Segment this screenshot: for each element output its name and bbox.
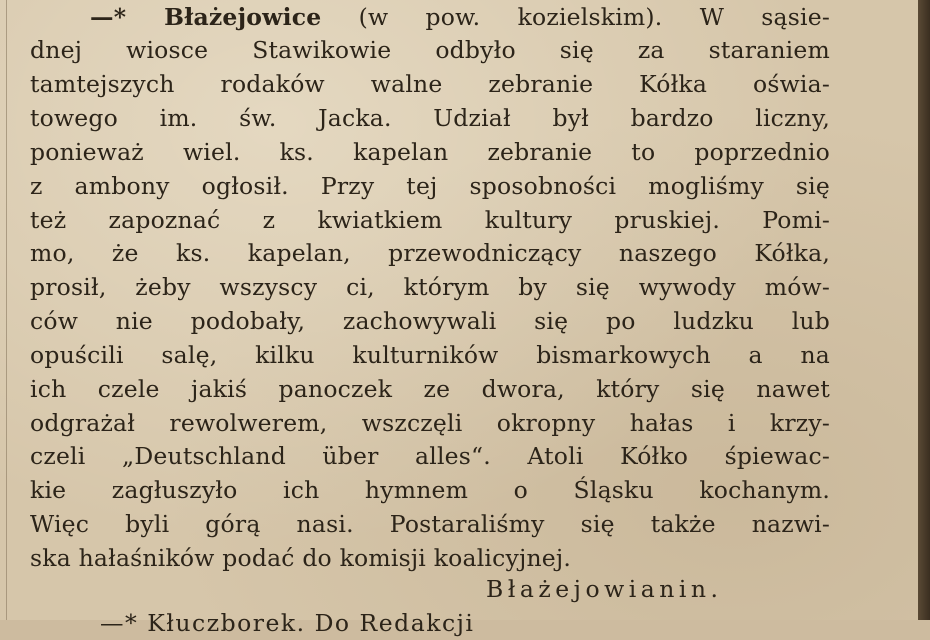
- next-article-text: —* Kłuczborek. Do Redakcji: [100, 609, 475, 637]
- article-signature: Błażejowianin.: [486, 575, 723, 603]
- page-edge-shadow: [918, 0, 930, 620]
- article-line: Więc byli górą nasi. Postaraliśmy się także nazwi-: [30, 510, 830, 538]
- article-line: z ambony ogłosił. Przy tej sposobności mogliśmy się: [30, 172, 830, 200]
- article-line: ponieważ wiel. ks. kapelan zebranie to poprzednio: [30, 138, 830, 166]
- article-line: mo, że ks. kapelan, przewodniczący naszego Kółka,: [30, 239, 830, 267]
- article-line: kie zagłuszyło ich hymnem o Śląsku kochanym.: [30, 476, 830, 504]
- article-first-line: [90, 0, 830, 34]
- article-line: dnej wiosce Stawikowie odbyło się za staraniem: [30, 36, 830, 64]
- article-line: odgrażał rewolwerem, wszczęli okropny hałas i krzy-: [30, 409, 830, 437]
- article-line: czeli „Deutschland über alles“. Atoli Kółko śpiewac-: [30, 442, 830, 470]
- article-first-line-rest: (w pow. kozielskim). W sąsie-: [321, 3, 830, 31]
- article-line: prosił, żeby wszyscy ci, którym by się wywody mów-: [30, 273, 830, 301]
- article-line: też zapoznać z kwiatkiem kultury pruskiej. Pomi-: [30, 206, 830, 234]
- article-line: ców nie podobały, zachowywali się po ludzku lub: [30, 307, 830, 335]
- article-line: towego im. św. Jacka. Udział był bardzo liczny,: [30, 104, 830, 132]
- article-line: ska hałaśników podać do komisji koalicyjnej.: [30, 544, 572, 572]
- article-lead: —* Błażejowice: [90, 3, 322, 31]
- next-article-fragment: [100, 606, 800, 637]
- article-line: ich czele jakiś panoczek ze dwora, który się nawet: [30, 375, 830, 403]
- article-line: opuścili salę, kilku kulturników bismarkowych a na: [30, 341, 830, 369]
- article-line: tamtejszych rodaków walne zebranie Kółka oświa-: [30, 70, 830, 98]
